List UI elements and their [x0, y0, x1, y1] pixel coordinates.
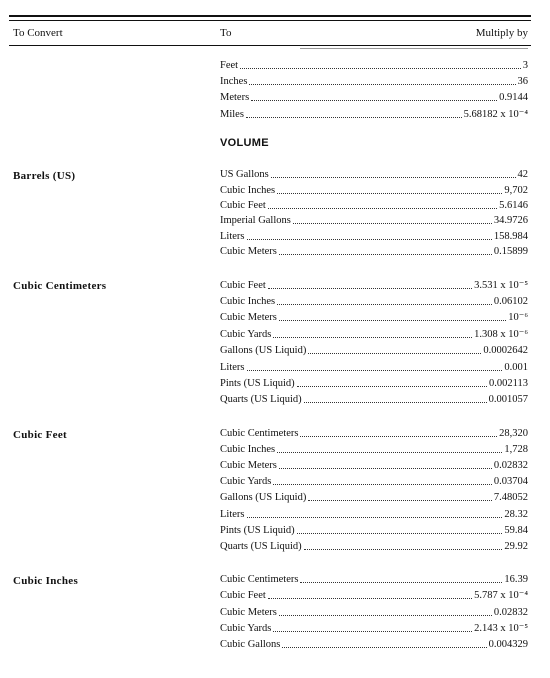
table-row: [220, 605, 528, 620]
table-row: [220, 376, 528, 391]
dot-leader: [268, 597, 472, 599]
dot-leader: [297, 385, 487, 387]
table-row: [220, 572, 528, 587]
top-rule-thick: [9, 15, 531, 17]
dot-leader: [249, 83, 515, 85]
multiply-factor: 1,728: [504, 444, 528, 455]
target-unit: Miles: [220, 109, 244, 120]
header-to: To: [220, 27, 232, 39]
source-unit-cubic-feet: Cubic Feet: [13, 429, 68, 441]
target-unit: Quarts (US Liquid): [220, 394, 302, 405]
multiply-factor: 42: [517, 169, 528, 180]
header-to-convert: To Convert: [13, 27, 63, 39]
table-row: [220, 278, 528, 293]
dot-leader: [304, 401, 487, 403]
dot-leader: [279, 614, 492, 616]
source-unit-barrels: Barrels (US): [13, 170, 76, 182]
multiply-factor: 5.68182 x 10⁻⁴: [463, 109, 528, 120]
target-unit: Gallons (US Liquid): [220, 345, 307, 356]
target-unit: Cubic Meters: [220, 246, 277, 257]
multiply-factor: 34.9726: [493, 215, 528, 226]
dot-leader: [308, 352, 481, 354]
dot-leader: [308, 499, 492, 501]
target-unit: US Gallons: [220, 169, 269, 180]
dot-leader: [247, 369, 503, 371]
multiply-factor: 5.6146: [499, 200, 528, 211]
table-row: [220, 294, 528, 309]
target-unit: Cubic Yards: [220, 623, 272, 634]
table-row: [220, 588, 528, 603]
table-row: [220, 474, 528, 489]
dot-leader: [271, 176, 516, 178]
dot-leader: [277, 303, 492, 305]
multiply-factor: 0.02832: [493, 607, 528, 618]
table-row: [220, 90, 528, 105]
multiply-factor: 0.001057: [488, 394, 528, 405]
table-row: [220, 198, 528, 213]
dot-leader: [247, 238, 492, 240]
dot-leader: [268, 287, 472, 289]
target-unit: Liters: [220, 362, 245, 373]
top-rule-thin: [9, 20, 531, 21]
multiply-factor: 7.48052: [493, 492, 528, 503]
multiply-factor: 1.308 x 10⁻⁶: [474, 329, 528, 340]
table-row: [220, 458, 528, 473]
target-unit: Cubic Feet: [220, 200, 266, 211]
target-unit: Cubic Centimeters: [220, 428, 299, 439]
dot-leader: [279, 253, 492, 255]
table-row: [220, 183, 528, 198]
dot-leader: [268, 207, 497, 209]
target-unit: Cubic Feet: [220, 590, 266, 601]
dot-leader: [273, 483, 492, 485]
target-unit: Pints (US Liquid): [220, 525, 295, 536]
target-unit: Cubic Inches: [220, 444, 276, 455]
multiply-factor: 0.02832: [493, 460, 528, 471]
target-unit: Cubic Centimeters: [220, 574, 299, 585]
table-row: [220, 327, 528, 342]
multiply-factor: 16.39: [504, 574, 528, 585]
table-row: [220, 167, 528, 182]
multiply-factor: 29.92: [504, 541, 528, 552]
multiply-factor: 0.15899: [493, 246, 528, 257]
table-row: [220, 507, 528, 522]
dot-leader: [300, 581, 502, 583]
table-row: [220, 539, 528, 554]
multiply-factor: 0.004329: [488, 639, 528, 650]
target-unit: Liters: [220, 509, 245, 520]
header-multiply-by: Multiply by: [475, 27, 528, 39]
table-row: [220, 213, 528, 228]
table-row: [220, 229, 528, 244]
header-rule-fragment: [300, 48, 528, 49]
target-unit: Cubic Inches: [220, 185, 276, 196]
target-unit: Liters: [220, 231, 245, 242]
target-unit: Inches: [220, 76, 248, 87]
dot-leader: [277, 451, 502, 453]
dot-leader: [279, 319, 506, 321]
dot-leader: [300, 435, 497, 437]
target-unit: Quarts (US Liquid): [220, 541, 302, 552]
dot-leader: [240, 67, 521, 69]
multiply-factor: 158.984: [493, 231, 528, 242]
dot-leader: [277, 192, 502, 194]
target-unit: Cubic Meters: [220, 460, 277, 471]
dot-leader: [279, 467, 492, 469]
multiply-factor: 10⁻⁶: [508, 312, 528, 323]
target-unit: Cubic Yards: [220, 476, 272, 487]
table-row: [220, 490, 528, 505]
table-row: [220, 637, 528, 652]
table-row: [220, 244, 528, 259]
target-unit: Meters: [220, 92, 250, 103]
target-unit: Imperial Gallons: [220, 215, 291, 226]
table-row: [220, 74, 528, 89]
table-row: [220, 442, 528, 457]
target-unit: Cubic Feet: [220, 280, 266, 291]
target-unit: Cubic Gallons: [220, 639, 281, 650]
dot-leader: [251, 99, 497, 101]
dot-leader: [297, 532, 503, 534]
multiply-factor: 9,702: [504, 185, 528, 196]
source-unit-cubic-inches: Cubic Inches: [13, 575, 79, 587]
multiply-factor: 0.9144: [499, 92, 528, 103]
table-row: [220, 310, 528, 325]
header-rule: [9, 45, 531, 46]
table-row: [220, 426, 528, 441]
target-unit: Pints (US Liquid): [220, 378, 295, 389]
source-unit-cubic-centimeters: Cubic Centimeters: [13, 280, 107, 292]
table-row: [220, 392, 528, 407]
multiply-factor: 0.03704: [493, 476, 528, 487]
multiply-factor: 3.531 x 10⁻⁵: [474, 280, 528, 291]
dot-leader: [293, 222, 492, 224]
multiply-factor: 28.32: [504, 509, 528, 520]
target-unit: Cubic Meters: [220, 607, 277, 618]
table-row: [220, 107, 528, 122]
table-row: [220, 343, 528, 358]
multiply-factor: 0.001: [504, 362, 528, 373]
dot-leader: [273, 336, 472, 338]
table-row: [220, 360, 528, 375]
multiply-factor: 2.143 x 10⁻⁵: [474, 623, 528, 634]
table-row: [220, 621, 528, 636]
target-unit: Cubic Yards: [220, 329, 272, 340]
dot-leader: [247, 516, 503, 518]
multiply-factor: 3: [522, 60, 528, 71]
target-unit: Cubic Inches: [220, 296, 276, 307]
dot-leader: [246, 116, 462, 118]
multiply-factor: 0.06102: [493, 296, 528, 307]
multiply-factor: 0.0002642: [483, 345, 528, 356]
table-row: [220, 523, 528, 538]
dot-leader: [304, 548, 503, 550]
multiply-factor: 0.002113: [489, 378, 528, 389]
target-unit: Feet: [220, 60, 239, 71]
multiply-factor: 36: [517, 76, 528, 87]
table-row: [220, 58, 528, 73]
multiply-factor: 59.84: [504, 525, 528, 536]
target-unit: Cubic Meters: [220, 312, 277, 323]
dot-leader: [282, 646, 486, 648]
dot-leader: [273, 630, 472, 632]
multiply-factor: 28,320: [499, 428, 528, 439]
section-title-volume: VOLUME: [220, 137, 269, 149]
target-unit: Gallons (US Liquid): [220, 492, 307, 503]
multiply-factor: 5.787 x 10⁻⁴: [474, 590, 528, 601]
